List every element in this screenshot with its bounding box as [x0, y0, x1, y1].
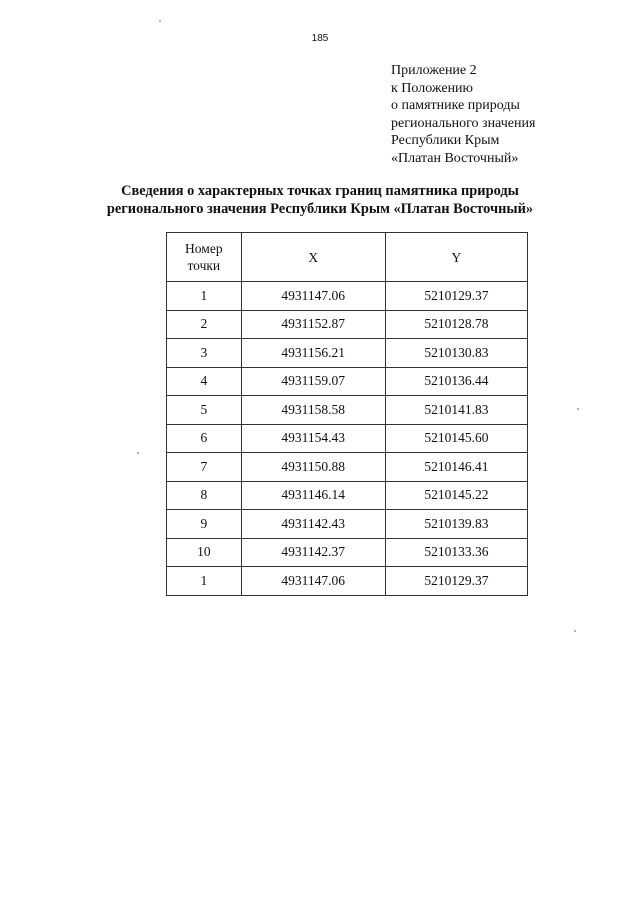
- point-number-cell: 10: [167, 538, 242, 567]
- x-cell: 4931142.43: [241, 510, 385, 539]
- scan-speck: [574, 630, 576, 632]
- x-cell: 4931156.21: [241, 339, 385, 368]
- table-row: [167, 567, 528, 596]
- table-row: [167, 367, 528, 396]
- scan-speck: [577, 408, 579, 410]
- point-number-cell: 1: [167, 282, 242, 311]
- scan-speck: [137, 452, 139, 454]
- title-line: Сведения о характерных точках границ памятника природы: [121, 183, 519, 199]
- table-row: [167, 510, 528, 539]
- appendix-line: регионального значения: [391, 115, 536, 131]
- table-header-row: [167, 233, 528, 282]
- header-point-number-line1: Номер: [185, 241, 223, 256]
- point-number-cell: 8: [167, 481, 242, 510]
- scan-speck: [159, 20, 161, 22]
- appendix-line: о памятнике природы: [391, 98, 520, 113]
- point-number-cell: 1: [167, 567, 242, 596]
- table-row: [167, 339, 528, 368]
- x-cell: 4931150.88: [241, 453, 385, 482]
- y-cell: 5210141.83: [385, 396, 527, 425]
- x-cell: 4931159.07: [241, 367, 385, 396]
- point-number-cell: 4: [167, 367, 242, 396]
- y-cell: 5210145.60: [385, 424, 527, 453]
- page-number: 185: [311, 33, 329, 44]
- x-cell: 4931146.14: [241, 481, 385, 510]
- table-row: [167, 396, 528, 425]
- table-row: [167, 310, 528, 339]
- y-cell: 5210139.83: [385, 510, 527, 539]
- header-point-number-line2: точки: [187, 258, 221, 273]
- x-cell: 4931147.06: [241, 567, 385, 596]
- document-title: [0, 182, 640, 218]
- point-number-cell: 9: [167, 510, 242, 539]
- y-cell: 5210133.36: [385, 538, 527, 567]
- x-cell: 4931158.58: [241, 396, 385, 425]
- point-number-cell: 2: [167, 310, 242, 339]
- point-number-cell: 6: [167, 424, 242, 453]
- point-number-cell: 7: [167, 453, 242, 482]
- y-cell: 5210129.37: [385, 567, 527, 596]
- title-line: регионального значения Республики Крым «Платан Восточный»: [106, 201, 534, 217]
- appendix-note: [391, 62, 535, 167]
- point-number-cell: 3: [167, 339, 242, 368]
- table-row: [167, 424, 528, 453]
- table-row: [167, 453, 528, 482]
- boundary-points-table: [166, 232, 528, 596]
- table-row: [167, 538, 528, 567]
- x-cell: 4931147.06: [241, 282, 385, 311]
- y-cell: 5210145.22: [385, 481, 527, 510]
- y-cell: 5210146.41: [385, 453, 527, 482]
- appendix-line: Приложение 2: [391, 63, 477, 78]
- appendix-line: к Положению: [391, 80, 474, 96]
- appendix-line: Республики Крым: [391, 133, 500, 148]
- x-cell: 4931142.37: [241, 538, 385, 567]
- point-number-cell: 5: [167, 396, 242, 425]
- x-cell: 4931154.43: [241, 424, 385, 453]
- header-y: Y: [385, 233, 527, 282]
- y-cell: 5210136.44: [385, 367, 527, 396]
- y-cell: 5210129.37: [385, 282, 527, 311]
- x-cell: 4931152.87: [241, 310, 385, 339]
- y-cell: 5210130.83: [385, 339, 527, 368]
- header-point-number: [167, 233, 242, 282]
- y-cell: 5210128.78: [385, 310, 527, 339]
- table-row: [167, 282, 528, 311]
- header-x: X: [241, 233, 385, 282]
- appendix-line: «Платан Восточный»: [391, 150, 519, 166]
- table-row: [167, 481, 528, 510]
